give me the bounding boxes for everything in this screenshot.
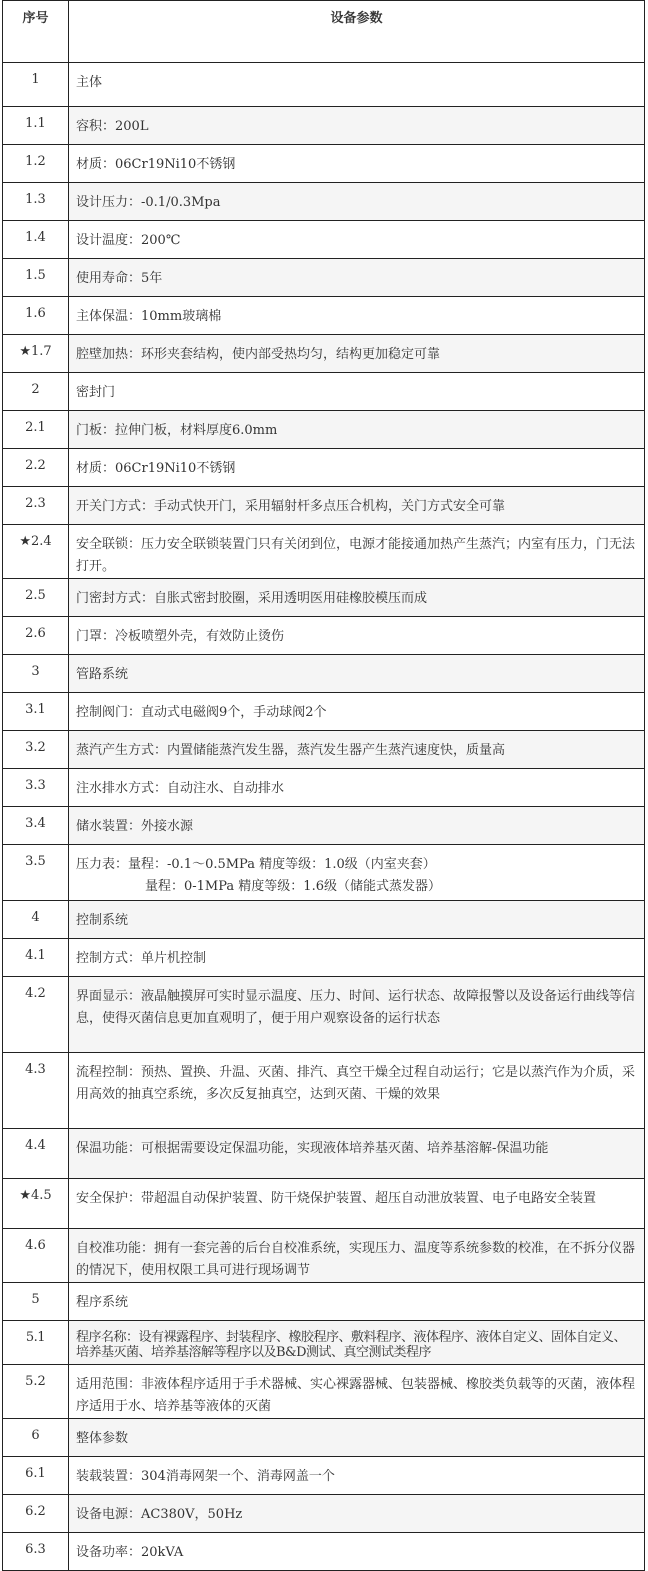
table-row: [3, 977, 645, 1053]
row-no: 1.1: [3, 107, 69, 145]
row-param: 安全保护：带超温自动保护装置、防干烧保护装置、超压自动泄放装置、电子电路安全装置: [69, 1179, 645, 1229]
row-no: 3.4: [3, 807, 69, 845]
table-row: [3, 617, 645, 655]
row-no: 5.1: [3, 1321, 69, 1365]
row-param: 程序名称：设有裸露程序、封装程序、橡胶程序、敷料程序、液体程序、液体自定义、固体自定义、培养基灭菌、培养基溶解等程序以及B&D测试、真空测试类程序: [69, 1321, 645, 1365]
row-param: 使用寿命：5年: [69, 259, 645, 297]
row-param: 设计温度：200℃: [69, 221, 645, 259]
header-row: [3, 1, 645, 63]
row-param: 注水排水方式：自动注水、自动排水: [69, 769, 645, 807]
row-param: 保温功能：可根据需要设定保温功能，实现液体培养基灭菌、培养基溶解-保温功能: [69, 1129, 645, 1179]
row-param: 容积：200L: [69, 107, 645, 145]
table-row: [3, 183, 645, 221]
table-row: [3, 1129, 645, 1179]
row-no: 5: [3, 1283, 69, 1321]
table-row: [3, 693, 645, 731]
row-no: 6.2: [3, 1495, 69, 1533]
row-no: 3.2: [3, 731, 69, 769]
row-param: 压力表：量程：-0.1～0.5MPa 精度等级：1.0级（内室夹套） 量程：0-1MPa 精度等级：1.6级（储能式蒸发器）: [69, 845, 645, 901]
spec-table: [2, 0, 645, 1571]
row-param: 适用范围：非液体程序适用于手术器械、实心裸露器械、包装器械、橡胶类负载等的灭菌，液体程序适用于水、培养基等液体的灭菌: [69, 1365, 645, 1419]
row-param: 控制方式：单片机控制: [69, 939, 645, 977]
row-no: 3.5: [3, 845, 69, 901]
row-no: 1.5: [3, 259, 69, 297]
table-row: [3, 145, 645, 183]
row-param: 蒸汽产生方式：内置储能蒸汽发生器，蒸汽发生器产生蒸汽速度快，质量高: [69, 731, 645, 769]
row-no: 4.4: [3, 1129, 69, 1179]
row-no: 1.6: [3, 297, 69, 335]
row-no: 2.3: [3, 487, 69, 525]
row-param: 界面显示：液晶触摸屏可实时显示温度、压力、时间、运行状态、故障报警以及设备运行曲线等信息，使得灭菌信息更加直观明了，便于用户观察设备的运行状态: [69, 977, 645, 1053]
row-param-line2: 量程：0-1MPa 精度等级：1.6级（储能式蒸发器）: [145, 879, 441, 894]
table-row: [3, 845, 645, 901]
row-no: 3: [3, 655, 69, 693]
row-param: 整体参数: [69, 1419, 645, 1457]
row-param: 材质：06Cr19Ni10不锈钢: [69, 449, 645, 487]
row-no: 1.3: [3, 183, 69, 221]
table-row: [3, 411, 645, 449]
row-param: 主体: [69, 63, 645, 107]
table-row: [3, 1495, 645, 1533]
row-no: 5.2: [3, 1365, 69, 1419]
table-row: [3, 1179, 645, 1229]
row-no: 2.6: [3, 617, 69, 655]
row-param: 流程控制：预热、置换、升温、灭菌、排汽、真空干燥全过程自动运行；它是以蒸汽作为介质，采用高效的抽真空系统，多次反复抽真空，达到灭菌、干燥的效果: [69, 1053, 645, 1129]
row-no: 3.3: [3, 769, 69, 807]
table-row: [3, 901, 645, 939]
row-param: 设备功率：20kVA: [69, 1533, 645, 1571]
table-row: [3, 1365, 645, 1419]
row-param: 门密封方式：自胀式密封胶圈，采用透明医用硅橡胶模压而成: [69, 579, 645, 617]
row-no: 4: [3, 901, 69, 939]
table-row: [3, 1419, 645, 1457]
row-no: 4.2: [3, 977, 69, 1053]
row-param: 材质：06Cr19Ni10不锈钢: [69, 145, 645, 183]
row-no: ★4.5: [3, 1179, 69, 1229]
row-param: 腔壁加热：环形夹套结构，使内部受热均匀，结构更加稳定可靠: [69, 335, 645, 373]
table-row: [3, 449, 645, 487]
table-row: [3, 731, 645, 769]
row-no: 2.5: [3, 579, 69, 617]
row-param: 门罩：冷板喷塑外壳，有效防止烫伤: [69, 617, 645, 655]
row-param: 控制系统: [69, 901, 645, 939]
row-param: 自校准功能：拥有一套完善的后台自校准系统，实现压力、温度等系统参数的校准，在不拆分仪器的情况下，使用权限工具可进行现场调节: [69, 1229, 645, 1283]
table-row: [3, 1321, 645, 1365]
table-row: [3, 939, 645, 977]
table-row: [3, 1533, 645, 1571]
table-row: [3, 63, 645, 107]
row-no: 2.1: [3, 411, 69, 449]
table-row: [3, 335, 645, 373]
row-param: 管路系统: [69, 655, 645, 693]
row-param: 密封门: [69, 373, 645, 411]
table-row: [3, 655, 645, 693]
row-param: 程序系统: [69, 1283, 645, 1321]
row-param: 装载装置：304消毒网架一个、消毒网盖一个: [69, 1457, 645, 1495]
table-row: [3, 373, 645, 411]
row-param: 设计压力：-0.1/0.3Mpa: [69, 183, 645, 221]
table-row: [3, 1053, 645, 1129]
table-row: [3, 1457, 645, 1495]
table-row: [3, 1229, 645, 1283]
row-no: 4.6: [3, 1229, 69, 1283]
row-param: 门板：拉伸门板，材料厚度6.0mm: [69, 411, 645, 449]
row-param: 安全联锁：压力安全联锁装置门只有关闭到位，电源才能接通加热产生蒸汽；内室有压力，门无法打开。: [69, 525, 645, 579]
row-no: 1.2: [3, 145, 69, 183]
row-no: 6.1: [3, 1457, 69, 1495]
row-no: ★2.4: [3, 525, 69, 579]
row-no: 6: [3, 1419, 69, 1457]
row-param: 开关门方式：手动式快开门，采用辐射杆多点压合机构，关门方式安全可靠: [69, 487, 645, 525]
table-row: [3, 107, 645, 145]
table-row: [3, 221, 645, 259]
table-row: [3, 579, 645, 617]
row-no: 4.1: [3, 939, 69, 977]
row-no: 2: [3, 373, 69, 411]
row-no: 1: [3, 63, 69, 107]
table-row: [3, 259, 645, 297]
row-no: ★1.7: [3, 335, 69, 373]
table-row: [3, 297, 645, 335]
table-row: [3, 525, 645, 579]
header-param: 设备参数: [69, 1, 645, 63]
row-param: 主体保温：10mm玻璃棉: [69, 297, 645, 335]
row-param: 设备电源：AC380V，50Hz: [69, 1495, 645, 1533]
header-no: 序号: [3, 1, 69, 63]
table-row: [3, 769, 645, 807]
row-no: 1.4: [3, 221, 69, 259]
table-row: [3, 807, 645, 845]
row-param: 控制阀门：直动式电磁阀9个，手动球阀2个: [69, 693, 645, 731]
row-param: 储水装置：外接水源: [69, 807, 645, 845]
row-no: 6.3: [3, 1533, 69, 1571]
row-no: 4.3: [3, 1053, 69, 1129]
table-row: [3, 487, 645, 525]
row-no: 3.1: [3, 693, 69, 731]
row-no: 2.2: [3, 449, 69, 487]
table-row: [3, 1283, 645, 1321]
